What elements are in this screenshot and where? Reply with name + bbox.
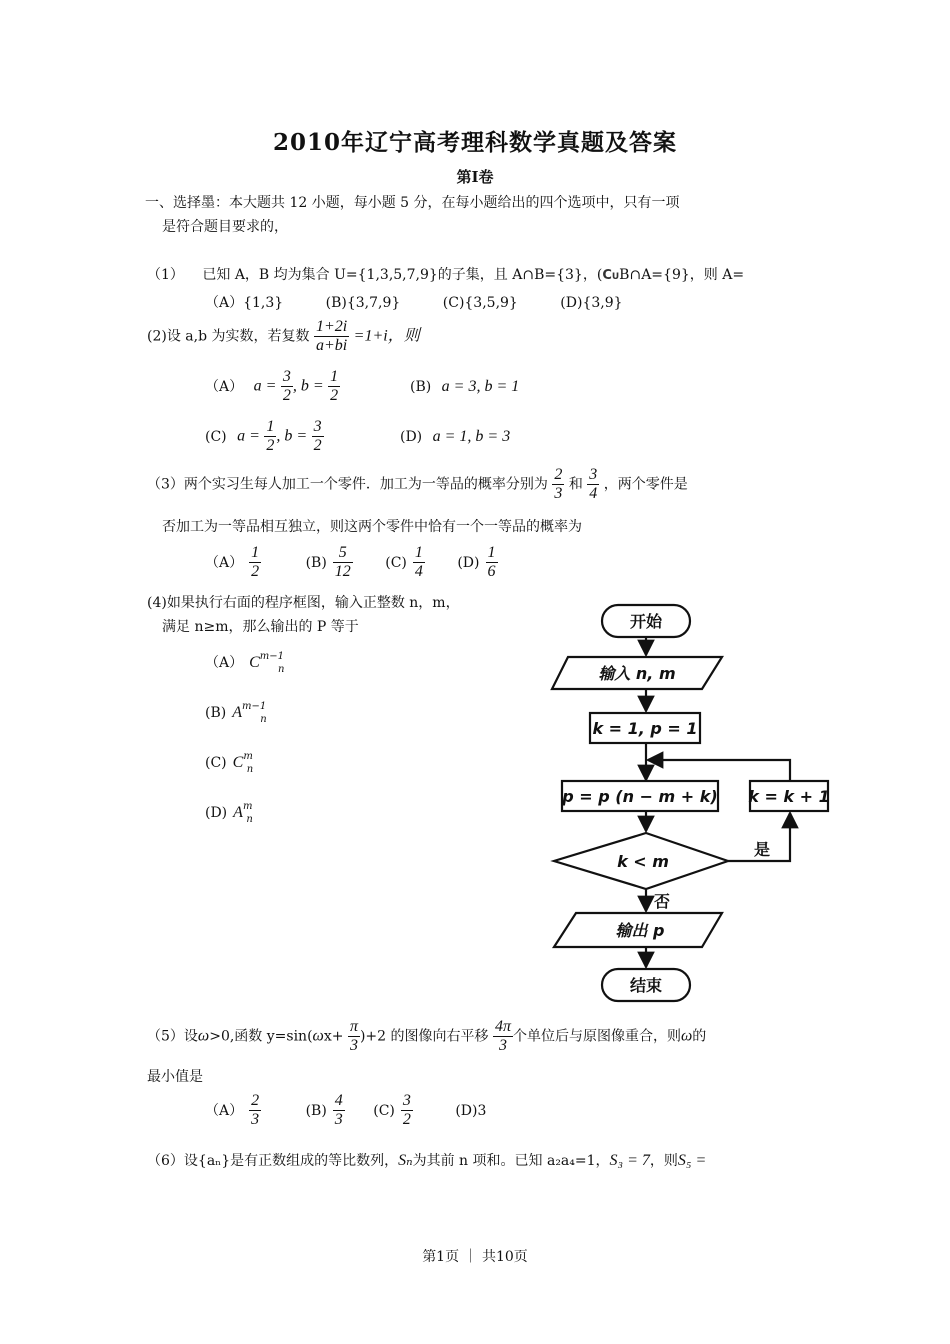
complement-u-icon: CU: [602, 268, 620, 283]
question-5: （5）设ω>0,函数 y=sin(ωx+ $\frac{\pi}{3}$ )+2 的图像向右平移 $\frac{4\pi}{3}$ 个单位后与原图像重合，则ω的: [147, 1018, 707, 1054]
flow-process-label: p = p (n − m + k): [562, 787, 718, 806]
q4-option-a: （A） $C^{m-1}_n$: [205, 651, 285, 675]
q2-option-c: (C) a = $\frac{1}{2}$ , b = $\frac{3}{2}$: [205, 418, 322, 454]
page-footer: 第1页 ｜ 共10页: [422, 1249, 528, 1265]
volume-heading: 第Ⅰ卷: [456, 168, 494, 186]
flow-increment-label: k = k + 1: [748, 787, 830, 806]
q4-option-b: (B) $A^{m-1}_n$: [205, 701, 267, 725]
q5-option-c: (C) $\frac{3}{2}$: [373, 1092, 411, 1128]
q5-options: [205, 1092, 486, 1129]
section-intro-cont: 是符合题目要求的，: [162, 219, 288, 235]
flow-no-label: 否: [653, 892, 671, 911]
q1-option-a: （A）{1,3}: [205, 295, 284, 311]
q2-stem-b: =1+i，则: [353, 327, 420, 345]
q4-option-c: (C) $C^m_n$: [205, 751, 254, 775]
section-intro: 一、选择墨：本大题共 12 小题，每小题 5 分，在每小题给出的四个选项中，只有一项: [145, 195, 680, 211]
q1-option-d: (D){3,9}: [560, 295, 623, 311]
q5-option-b: (B) $\frac{4}{3}$: [305, 1092, 343, 1128]
page-title: 2010年辽宁高考理科数学真题及答案: [272, 129, 677, 156]
q2-stem-a: (2)设 a,b 为实数，若复数: [147, 328, 310, 345]
question-2: [147, 318, 420, 355]
q5-option-d: (D)3: [455, 1102, 487, 1119]
q1-stem-b: B∩A={9}，则 A=: [619, 267, 745, 283]
flow-decision-label: k < m: [617, 852, 669, 871]
q1-options: [205, 294, 623, 312]
q5-option-a: （A） $\frac{2}{3}$: [205, 1092, 260, 1128]
flow-start-label: 开始: [629, 612, 663, 631]
flow-yes-label: 是: [753, 840, 771, 859]
question-4-cont: 满足 n≥m，那么输出的 P 等于: [162, 619, 359, 635]
q1-number: （1）: [147, 267, 184, 283]
q1-option-b: (B){3,7,9}: [325, 295, 401, 311]
q3-option-c: (C) $\frac{1}{4}$: [385, 544, 423, 580]
q2-option-b: (B) a = 3, b = 1: [410, 378, 520, 395]
q2-fraction: $\frac{1+2i}{a+bi}$: [315, 318, 348, 354]
program-flowchart: [540, 595, 840, 1010]
question-1: [147, 266, 744, 286]
q1-option-c: (C){3,5,9}: [442, 295, 518, 311]
q5-line2: 最小值是: [147, 1069, 203, 1085]
q3-option-a: （A） $\frac{1}{2}$: [205, 544, 260, 580]
q2-option-d: (D) a = 1, b = 3: [400, 428, 511, 445]
question-4: (4)如果执行右面的程序框图，输入正整数 n，m，: [147, 595, 460, 611]
q2-option-a: （A） a = $\frac{3}{2}$ , b = $\frac{1}{2}$: [205, 368, 339, 404]
q3-option-b: (B) $\frac{5}{12}$: [305, 544, 351, 580]
q3-options: [205, 544, 498, 581]
question-6: （6）设{aₙ}是有正数组成的等比数列，Sₙ为其前 n 项和。已知 a₂a₄=1，S₃ = 7，则S₅ =: [147, 1152, 707, 1169]
q3-option-d: (D) $\frac{1}{6}$: [457, 544, 496, 580]
q1-stem-a: 已知 A，B 均为集合 U={1,3,5,7,9}的子集，且 A∩B={3}，(: [202, 267, 603, 283]
flow-output-label: 输出 p: [615, 921, 665, 940]
flow-init-label: k = 1, p = 1: [592, 719, 698, 738]
flow-input-label: 输入 n, m: [598, 664, 676, 683]
q3-line2: 否加工为一等品相互独立，则这两个零件中恰有一个一等品的概率为: [162, 519, 582, 535]
question-3: （3）两个实习生每人加工一个零件．加工为一等品的概率分别为 $\frac{2}{3}$ 和 $\frac{3}{4}$ ，两个零件是: [147, 466, 688, 502]
q4-option-d: (D) $A^m_n$: [205, 801, 253, 825]
flow-end-label: 结束: [629, 976, 663, 995]
